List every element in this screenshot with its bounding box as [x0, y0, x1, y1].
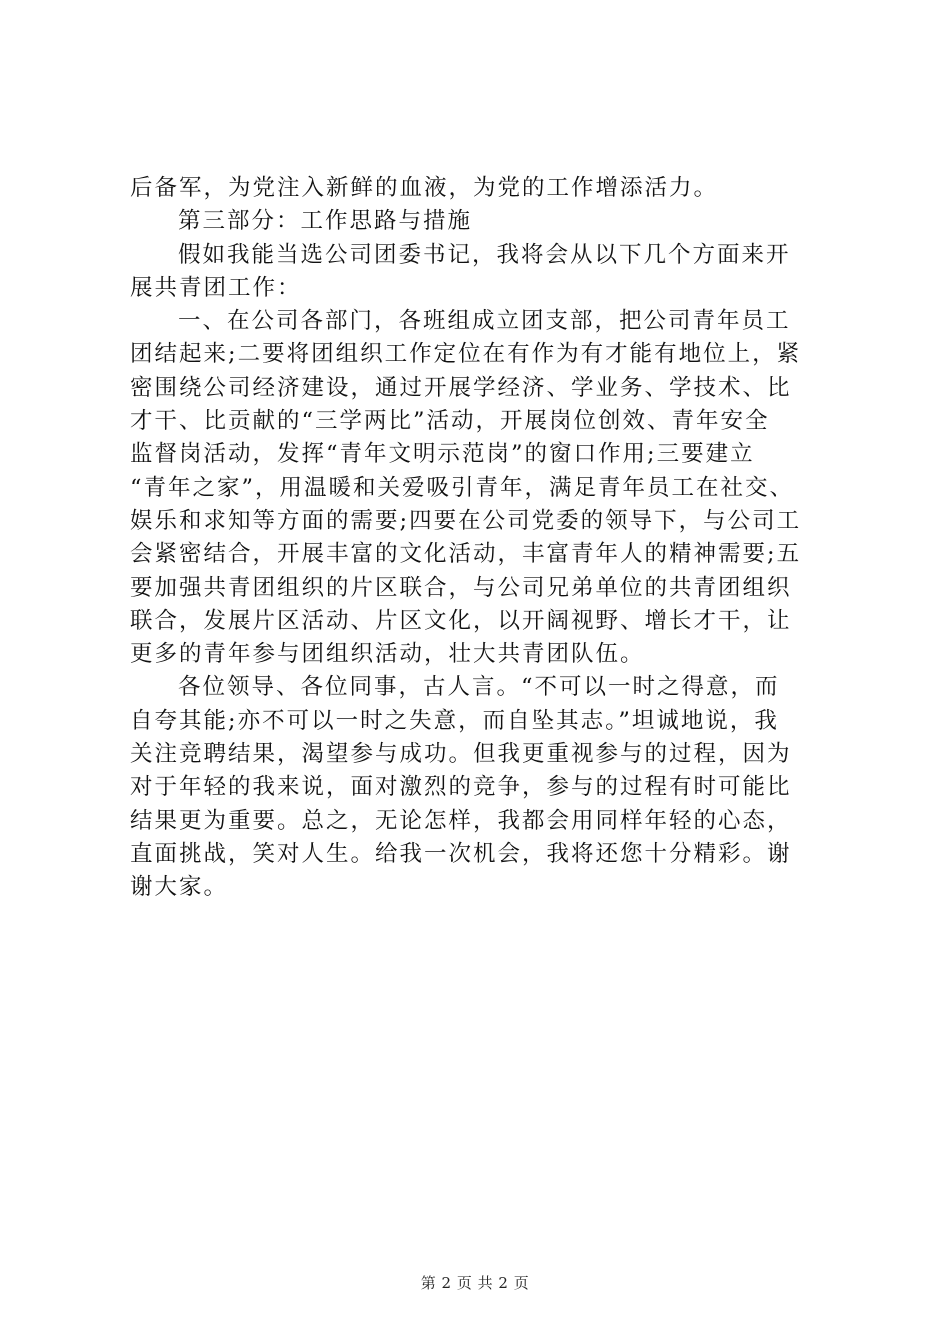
text-line: 密围绕公司经济建设，通过开展学经济、学业务、学技术、比 [130, 374, 792, 401]
text-line: 展共青团工作： [130, 274, 302, 301]
section-heading: 第三部分：工作思路与措施 [178, 208, 473, 235]
text-line: 才干、比贡献的“三学两比”活动，开展岗位创效、青年安全 [130, 408, 770, 435]
text-line: 团结起来;二要将团组织工作定位在有作为有才能有地位上，紧 [130, 341, 802, 368]
text-line: 谢大家。 [130, 874, 229, 901]
text-line: 关注竞聘结果，渴望参与成功。但我更重视参与的过程，因为 [130, 741, 792, 768]
document-body [130, 172, 830, 905]
text-line: 自夸其能;亦不可以一时之失意，而自坠其志。”坦诚地说，我 [130, 707, 779, 734]
text-line: 对于年轻的我来说，面对激烈的竞争，参与的过程有时可能比 [130, 774, 792, 801]
text-line: 假如我能当选公司团委书记，我将会从以下几个方面来开 [178, 241, 791, 268]
text-line: 监督岗活动，发挥“青年文明示范岗”的窗口作用;三要建立 [130, 441, 755, 468]
text-line: 各位领导、各位同事，古人言。“不可以一时之得意，而 [178, 674, 780, 701]
text-line: 结果更为重要。总之，无论怎样，我都会用同样年轻的心态， [130, 807, 792, 834]
text-line: 娱乐和求知等方面的需要;四要在公司党委的领导下，与公司工 [130, 507, 802, 534]
text-line: 直面挑战，笑对人生。给我一次机会，我将还您十分精彩。谢 [130, 840, 792, 867]
text-line: 联合，发展片区活动、片区文化，以开阔视野、增长才干，让 [130, 607, 792, 634]
text-line: 一、在公司各部门，各班组成立团支部，把公司青年员工 [178, 308, 791, 335]
text-line: 要加强共青团组织的片区联合，与公司兄弟单位的共青团组织 [130, 574, 792, 601]
text-line: “青年之家”，用温暖和关爱吸引青年，满足青年员工在社交、 [130, 474, 795, 501]
text-line: 会紧密结合，开展丰富的文化活动，丰富青年人的精神需要;五 [130, 541, 802, 568]
text-line: 更多的青年参与团组织活动，壮大共青团队伍。 [130, 641, 645, 668]
text-line: 后备军，为党注入新鲜的血液，为党的工作增添活力。 [130, 175, 719, 201]
page-number-footer: 第 2 页 共 2 页 [420, 1274, 530, 1292]
